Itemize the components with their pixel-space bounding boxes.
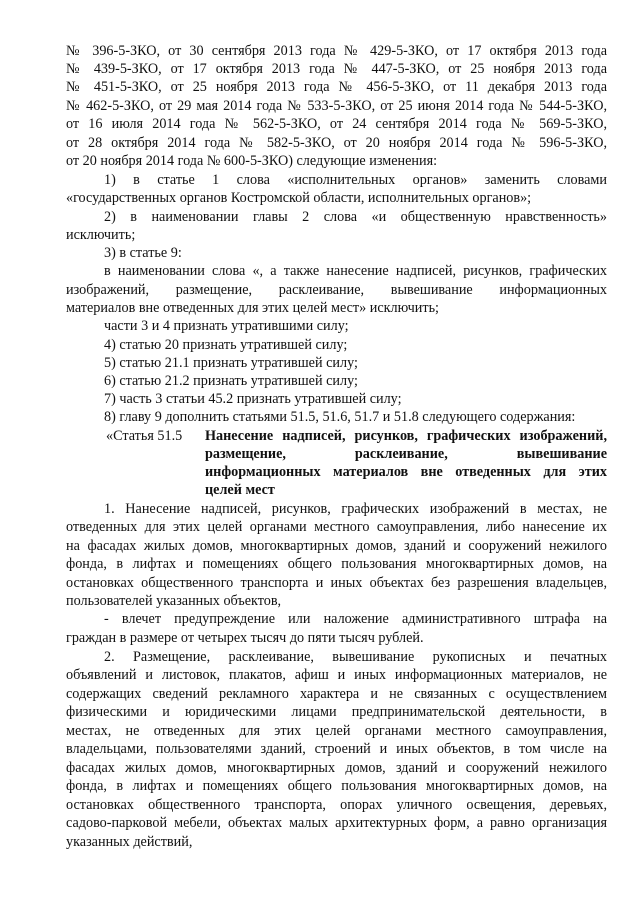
intro-line: от 16 июля 2014 года № 562-5-ЗКО, от 24 сентября 2014 года № 569-5-ЗКО, (66, 116, 607, 132)
paragraph-2-line: фонда, в лифтах и помещениях общего пользования многоквартирных домов, на (66, 778, 607, 794)
paragraph-1-line: остановках общественного транспорта и иных объектах без разрешения владельцев, (66, 575, 607, 591)
paragraph-2-line: 2. Размещение, расклеивание, вывешивание рукописных и печатных (104, 649, 607, 665)
item-2-line: исключить; (66, 227, 136, 243)
item-6: 6) статью 21.2 признать утратившей силу; (104, 373, 358, 389)
sanction-line: - влечет предупреждение или наложение административного штрафа на (104, 611, 607, 627)
paragraph-1-line: фонда, в лифтах и помещениях общего пользования многоквартирных домов, на (66, 556, 607, 572)
item-1-line: 1) в статье 1 слова «исполнительных органов» заменить словами (104, 172, 607, 188)
intro-line: № 451-5-ЗКО, от 25 ноября 2013 года № 456-5-ЗКО, от 11 декабря 2013 года (66, 79, 607, 95)
article-number: «Статья 51.5 (106, 428, 183, 444)
intro-line: № 396-5-ЗКО, от 30 сентября 2013 года № 429-5-ЗКО, от 17 октября 2013 года (66, 43, 607, 59)
paragraph-1-line: отведенных для этих целей органами местного самоуправления, либо нанесение их (66, 519, 607, 535)
item-1-line: «государственных органов Костромской области, исполнительных органов»; (66, 190, 532, 206)
paragraph-2-line: фасадах жилых домов, многоквартирных домов, зданий и сооружений нежилого (66, 760, 607, 776)
paragraph-2-line: физическими и юридическими лицами предпринимательской деятельности, в (66, 704, 607, 720)
sanction-line: граждан в размере от четырех тысяч до пяти тысяч рублей. (66, 630, 424, 646)
paragraph-2-line: остановках общественного транспорта, опорах уличного освещения, деревьях, (66, 797, 607, 813)
paragraph-1-line: 1. Нанесение надписей, рисунков, графических изображений в местах, не (104, 501, 607, 517)
item-2-line: 2) в наименовании главы 2 слова «и общественную нравственность» (104, 209, 607, 225)
item-4: 4) статью 20 признать утратившей силу; (104, 337, 348, 353)
item-7: 7) часть 3 статьи 45.2 признать утратившей силу; (104, 391, 402, 407)
paragraph-2-line: местах, не отведенных для этих целей органами местного самоуправления, (66, 723, 607, 739)
intro-line: от 20 ноября 2014 года № 600-5-ЗКО) следующие изменения: (66, 153, 438, 169)
paragraph-2-line: садово-парковой мебели, объектах малых архитектурных форм, а равно организация (66, 815, 607, 831)
intro-line: № 462-5-ЗКО, от 29 мая 2014 года № 533-5-ЗКО, от 25 июня 2014 года № 544-5-ЗКО, (66, 98, 607, 114)
paragraph-2-line: содержащих сведений рекламного характера и не связанных с осуществлением (66, 686, 607, 702)
item-8: 8) главу 9 дополнить статьями 51.5, 51.6, 51.7 и 51.8 следующего содержания: (104, 409, 576, 425)
paragraph-2-line: указанных действий, (66, 834, 193, 850)
paragraph-2-line: владельцами, пользователями зданий, строений и иных объектов, в том числе на (66, 741, 607, 757)
item-3-line: в наименовании слова «, а также нанесение надписей, рисунков, графических (104, 263, 607, 279)
item-3-line: изображений, размещение, расклеивание, вывешивание информационных (66, 282, 607, 298)
paragraph-1-line: пользователей указанных объектов, (66, 593, 282, 609)
paragraph-1-line: на фасадах жилых домов, многоквартирных домов, зданий и сооружений нежилого (66, 538, 607, 554)
article-title-line: размещение, расклеивание, вывешивание (205, 446, 607, 462)
item-5: 5) статью 21.1 признать утратившей силу; (104, 355, 358, 371)
paragraph-2-line: объявлений и листовок, плакатов, афиш и иных информационных материалов, не (66, 667, 607, 683)
intro-line: от 28 октября 2014 года № 582-5-ЗКО, от 20 ноября 2014 года № 596-5-ЗКО, (66, 135, 607, 151)
item-3-parts: части 3 и 4 признать утратившими силу; (104, 318, 349, 334)
article-title-line: целей мест (205, 482, 275, 498)
article-title-line: Нанесение надписей, рисунков, графических изображений, (205, 428, 607, 444)
intro-line: № 439-5-ЗКО, от 17 октября 2013 года № 447-5-ЗКО, от 25 ноября 2013 года (66, 61, 607, 77)
item-3-heading: 3) в статье 9: (104, 245, 182, 261)
article-title-line: информационных материалов вне отведенных для этих (205, 464, 607, 480)
item-3-line: материалов вне отведенных для этих целей мест» исключить; (66, 300, 440, 316)
